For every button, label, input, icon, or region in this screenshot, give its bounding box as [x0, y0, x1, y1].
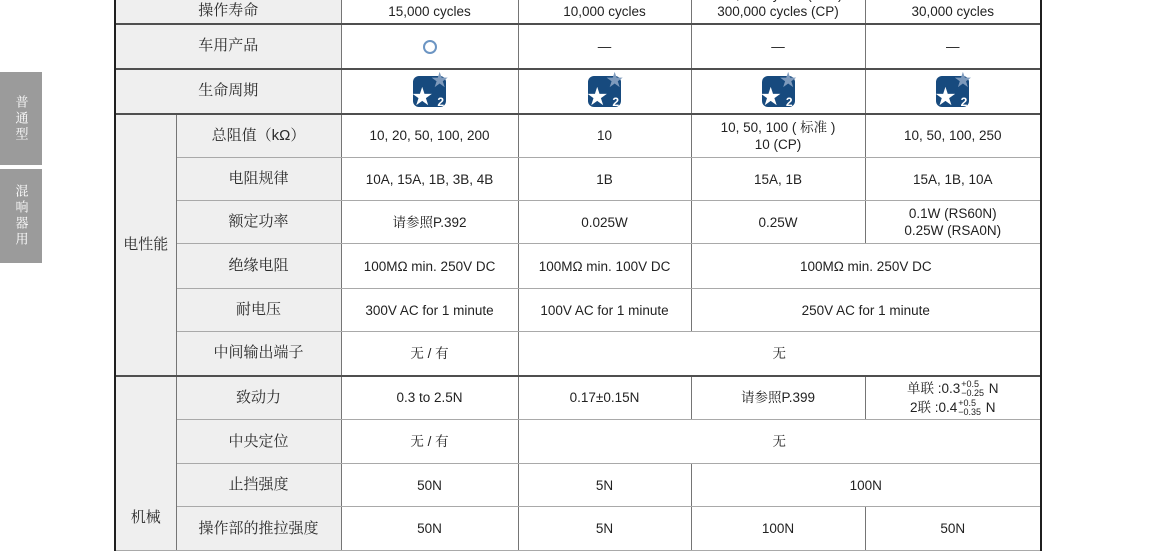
spec-value-line: 10 — [597, 128, 613, 144]
spec-value-cell — [691, 24, 865, 69]
spec-value-line: 30,000 cycles — [911, 3, 995, 19]
spec-value-line: 请参照P.392 — [392, 214, 467, 230]
spec-value-line: 5N — [595, 477, 614, 493]
star-white-icon — [586, 85, 608, 110]
spec-value-line: 请参照P.399 — [740, 390, 816, 406]
spec-value-cell — [341, 289, 518, 332]
spec-value-cell — [341, 158, 518, 201]
spec-value-line: 15A, 1B, 10A — [912, 171, 993, 187]
tolerance-lower: −0.25 — [961, 387, 985, 398]
spec-value-cell — [691, 464, 1041, 507]
spec-value-line: 250V AC for 1 minute — [801, 302, 930, 318]
row-label: 绝缘电阻 — [176, 244, 341, 289]
spec-value-cell — [518, 24, 691, 69]
spec-value-line: 无 — [772, 434, 787, 450]
tab-mixer-use[interactable]: 混响器用 — [0, 169, 42, 263]
tolerance-unit: N — [985, 380, 999, 396]
spec-value-line: 10, 20, 50, 100, 200 — [369, 128, 490, 144]
group-label: 电性能 — [115, 114, 176, 376]
spec-value-line: 15A, 1B — [753, 171, 803, 187]
spec-value-line: 0.025W — [581, 214, 628, 230]
tolerance-upper: +0.5 — [958, 398, 977, 409]
row-label: 额定功率 — [176, 201, 341, 244]
row-label: 致动力 — [176, 376, 341, 420]
tolerance-upper: +0.5 — [961, 378, 980, 389]
spec-value-cell — [518, 332, 1041, 376]
spec-value-cell — [341, 0, 518, 24]
circle-icon — [423, 40, 437, 54]
row-label: 止挡强度 — [176, 464, 341, 507]
star-white-icon — [760, 85, 782, 110]
spec-value-line: 50N — [940, 521, 966, 537]
lifecycle-stage2-icon — [588, 76, 621, 107]
automotive-cell — [341, 24, 518, 69]
spec-value-cell — [691, 201, 865, 244]
spec-value-line: 100N — [849, 477, 882, 493]
spec-value-line: 100MΩ min. 250V DC — [799, 258, 932, 274]
spec-value-cell — [341, 332, 518, 376]
tolerance-stack — [961, 380, 984, 398]
spec-value-line: — — [771, 38, 785, 54]
tolerance-unit: N — [982, 399, 996, 415]
spec-value-cell — [518, 289, 691, 332]
spec-value-line: 0.1W (RS60N) — [908, 206, 997, 221]
row-label: 电阻规律 — [176, 158, 341, 201]
spec-value-cell — [691, 376, 865, 420]
spec-value-line: 1B — [596, 171, 613, 187]
spec-table — [114, 0, 1042, 551]
row-label: 操作寿命 — [115, 0, 341, 24]
row-label: 中央定位 — [176, 420, 341, 464]
spec-value-line: 10, 50, 100 ( 标准 ) — [720, 119, 836, 135]
spec-value-cell — [518, 201, 691, 244]
tolerance-value: 2联 :0.4 — [909, 399, 958, 415]
spec-value-cell — [518, 376, 691, 420]
tolerance-value: 单联 :0.3 — [906, 380, 961, 396]
lifecycle-number: 2 — [612, 94, 620, 109]
row-label: 操作部的推拉强度 — [176, 507, 341, 551]
lifecycle-stage2-icon — [762, 76, 795, 107]
spec-value-line: — — [597, 38, 612, 54]
spec-value-cell — [341, 376, 518, 420]
spec-value-cell — [691, 289, 1041, 332]
star-white-icon — [934, 85, 956, 110]
spec-value-line: 50N — [417, 521, 442, 537]
spec-value-cell — [691, 114, 865, 158]
spec-value-line: 无 / 有 — [410, 434, 449, 450]
spec-value-cell — [341, 114, 518, 158]
spec-value-line: 无 / 有 — [410, 345, 449, 361]
spec-value-line: 0.25W — [758, 214, 798, 230]
spec-value-cell — [865, 201, 1041, 244]
spec-value-line: 10, 50, 100, 250 — [903, 128, 1002, 144]
spec-value-line: 100N — [761, 521, 795, 537]
spec-value-line: 300V AC for 1 minute — [365, 302, 494, 318]
spec-value-cell — [865, 0, 1041, 24]
spec-value-cell — [865, 158, 1041, 201]
row-label: 中间输出端子 — [176, 332, 341, 376]
spec-value-cell — [518, 244, 691, 289]
spec-value-cell — [341, 244, 518, 289]
spec-value-cell — [691, 244, 1041, 289]
spec-value-line: 15,000 cycles — [388, 3, 471, 19]
spec-value-cell — [691, 158, 865, 201]
tolerance-stack — [958, 399, 981, 417]
spec-value-cell — [341, 201, 518, 244]
row-label: 耐电压 — [176, 289, 341, 332]
lifecycle-number: 2 — [785, 94, 793, 109]
row-label: 总阻值（kΩ） — [176, 114, 341, 158]
spec-value-line: 10 (CP) — [754, 136, 802, 152]
star-white-icon — [411, 85, 433, 110]
spec-value-line: 0.17±0.15N — [569, 390, 640, 406]
spec-value-line: — — [946, 38, 960, 54]
lifecycle-number: 2 — [960, 94, 968, 109]
lifecycle-stage2-icon — [936, 76, 969, 107]
spec-value-cell — [518, 464, 691, 507]
lifecycle-cell — [341, 69, 518, 114]
spec-value-cell — [518, 158, 691, 201]
spec-value-line: 0.25W (RSA0N) — [904, 223, 1002, 238]
spec-value-cell — [518, 0, 691, 24]
spec-value-line: 0.3 to 2.5N — [396, 390, 463, 406]
lifecycle-number: 2 — [437, 94, 445, 109]
lifecycle-cell — [691, 69, 865, 114]
spec-value-line: 300,000 cycles (CP) — [717, 3, 839, 19]
spec-value-line: 10A, 15A, 1B, 3B, 4B — [365, 171, 494, 187]
spec-value-cell — [341, 464, 518, 507]
spec-value-line: 5N — [595, 521, 614, 537]
lifecycle-cell — [865, 69, 1041, 114]
spec-value-line: 100MΩ min. 250V DC — [363, 258, 496, 274]
row-label: 车用产品 — [115, 24, 341, 69]
lifecycle-stage2-icon — [413, 76, 446, 107]
tab-general-type[interactable]: 普通型 — [0, 72, 42, 165]
spec-value-line: 50N — [417, 477, 442, 493]
row-label: 生命周期 — [115, 69, 341, 114]
tolerance-cell — [865, 376, 1041, 420]
group-label: 机械 — [115, 376, 176, 551]
spec-value-cell — [518, 420, 1041, 464]
spec-value-cell — [691, 0, 865, 24]
spec-value-line: 100V AC for 1 minute — [540, 302, 669, 318]
spec-value-line: 无 — [772, 345, 787, 361]
tolerance-lower: −0.35 — [958, 407, 982, 418]
spec-value-cell — [518, 114, 691, 158]
lifecycle-cell — [518, 69, 691, 114]
spec-value-cell — [341, 420, 518, 464]
spec-value-cell — [865, 114, 1041, 158]
spec-value-line: 10,000 cycles — [563, 3, 646, 19]
spec-value-cell — [865, 24, 1041, 69]
spec-value-line: 100MΩ min. 100V DC — [538, 258, 671, 274]
